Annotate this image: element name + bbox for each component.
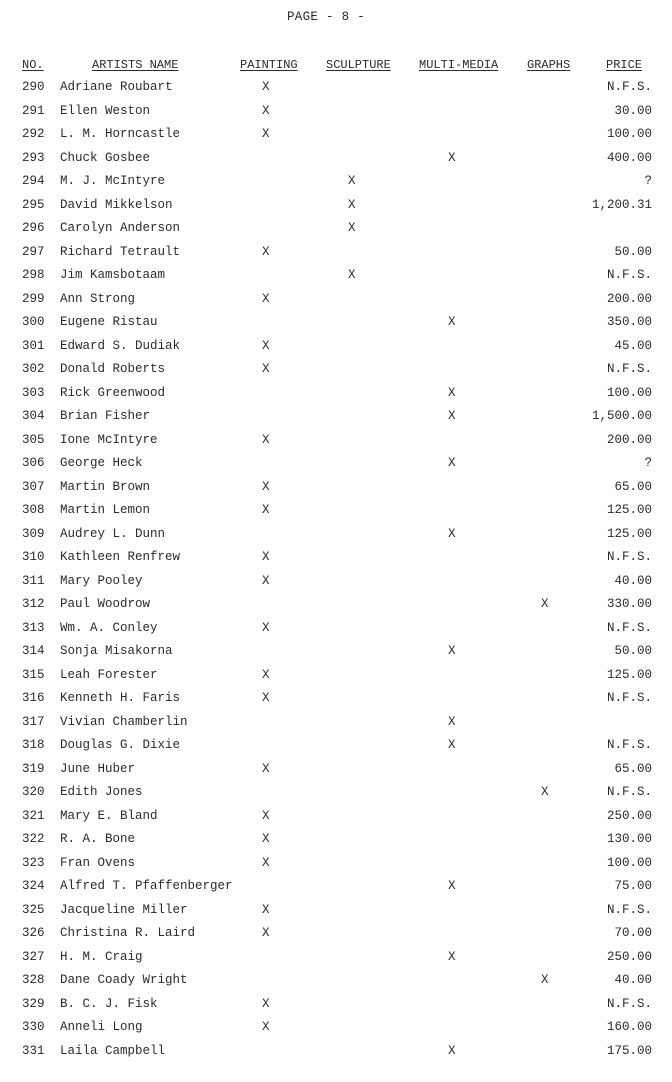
table-row [0, 900, 672, 924]
table-row [0, 453, 672, 477]
price-value: 1,500.00 [591, 409, 652, 423]
table-row [0, 1041, 672, 1065]
artist-name: Wm. A. Conley [60, 620, 158, 635]
multi-media-mark: X [448, 644, 456, 658]
table-row [0, 171, 672, 195]
entry-number: 306 [22, 456, 45, 470]
table-row [0, 806, 672, 830]
price-value: N.F.S. [606, 738, 652, 752]
entry-number: 307 [22, 479, 45, 494]
table-row [0, 406, 672, 430]
sculpture-mark: X [348, 268, 356, 282]
price-value: N.F.S. [606, 996, 652, 1011]
artist-name: Jacqueline Miller [60, 902, 188, 917]
painting-mark: X [262, 503, 270, 517]
table-row [0, 970, 672, 994]
header-painting: PAINTING [240, 58, 298, 72]
entry-number: 323 [22, 855, 45, 870]
price-value: 65.00 [614, 761, 652, 776]
entry-number: 291 [22, 103, 45, 118]
painting-mark: X [262, 667, 270, 682]
table-row [0, 524, 672, 548]
artist-name: David Mikkelson [60, 197, 173, 212]
price-value: 130.00 [606, 832, 652, 846]
price-value: 350.00 [606, 315, 652, 329]
entry-number: 320 [22, 785, 45, 799]
price-value: N.F.S. [606, 550, 652, 564]
artist-name: Eugene Ristau [60, 315, 158, 329]
artist-list [0, 77, 672, 1064]
artist-name: Martin Brown [60, 479, 151, 494]
entry-number: 302 [22, 362, 45, 376]
painting-mark: X [262, 362, 270, 376]
table-row [0, 218, 672, 242]
artist-name: Sonja Misakorna [60, 644, 173, 658]
price-value: 100.00 [606, 855, 652, 870]
price-value: 100.00 [606, 127, 652, 141]
artist-name: R. A. Bone [60, 832, 136, 846]
artist-name: M. J. McIntyre [60, 174, 166, 188]
price-value: 200.00 [606, 432, 652, 447]
artist-name: Laila Campbell [60, 1043, 166, 1058]
artist-name: Leah Forester [60, 667, 158, 682]
table-row [0, 547, 672, 571]
artist-name: Edith Jones [60, 785, 143, 799]
entry-number: 314 [22, 644, 45, 658]
entry-number: 299 [22, 291, 45, 306]
table-row [0, 312, 672, 336]
table-row [0, 383, 672, 407]
artist-name: Kenneth H. Faris [60, 691, 181, 705]
artist-name: Dane Coady Wright [60, 973, 188, 987]
multi-media-mark: X [448, 150, 456, 165]
table-row [0, 195, 672, 219]
price-value: 330.00 [606, 597, 652, 611]
price-value: N.F.S. [606, 785, 652, 799]
artist-name: Carolyn Anderson [60, 221, 181, 235]
artist-name: George Heck [60, 456, 143, 470]
price-value: N.F.S. [606, 80, 652, 94]
painting-mark: X [262, 573, 270, 588]
entry-number: 326 [22, 926, 45, 940]
graphs-mark: X [541, 597, 549, 611]
multi-media-mark: X [448, 526, 456, 541]
artist-name: June Huber [60, 761, 136, 776]
sculpture-mark: X [348, 197, 356, 212]
price-value: 50.00 [614, 644, 652, 658]
price-value: ? [644, 174, 652, 188]
entry-number: 297 [22, 244, 45, 259]
price-value: 100.00 [606, 385, 652, 400]
table-row [0, 148, 672, 172]
entry-number: 317 [22, 714, 45, 729]
table-row [0, 712, 672, 736]
artist-name: Anneli Long [60, 1020, 143, 1034]
table-row [0, 289, 672, 313]
price-value: 40.00 [614, 573, 652, 588]
entry-number: 329 [22, 996, 45, 1011]
header-no: NO. [22, 58, 44, 72]
entry-number: 311 [22, 573, 45, 588]
artist-name: Mary Pooley [60, 573, 143, 588]
entry-number: 322 [22, 832, 45, 846]
painting-mark: X [262, 855, 270, 870]
header-price: PRICE [606, 58, 643, 72]
painting-mark: X [262, 550, 270, 564]
graphs-mark: X [541, 785, 549, 799]
entry-number: 327 [22, 949, 45, 964]
table-row [0, 500, 672, 524]
price-value: 160.00 [606, 1020, 652, 1034]
artist-name: Rick Greenwood [60, 385, 166, 400]
artist-name: Fran Ovens [60, 855, 136, 870]
artist-name: Brian Fisher [60, 409, 151, 423]
entry-number: 290 [22, 80, 45, 94]
entry-number: 309 [22, 526, 45, 541]
table-row [0, 336, 672, 360]
table-row [0, 641, 672, 665]
artist-name: Audrey L. Dunn [60, 526, 166, 541]
multi-media-mark: X [448, 409, 456, 423]
price-value: 45.00 [614, 338, 652, 353]
artist-name: Christina R. Laird [60, 926, 196, 940]
painting-mark: X [262, 127, 270, 141]
multi-media-mark: X [448, 949, 456, 964]
table-row [0, 735, 672, 759]
multi-media-mark: X [448, 456, 456, 470]
price-value: ? [644, 456, 652, 470]
painting-mark: X [262, 338, 270, 353]
painting-mark: X [262, 761, 270, 776]
multi-media-mark: X [448, 879, 456, 893]
entry-number: 316 [22, 691, 45, 705]
table-row [0, 947, 672, 971]
entry-number: 319 [22, 761, 45, 776]
price-value: 75.00 [614, 879, 652, 893]
price-value: N.F.S. [606, 362, 652, 376]
price-value: 125.00 [606, 667, 652, 682]
price-value: 125.00 [606, 503, 652, 517]
entry-number: 313 [22, 620, 45, 635]
price-value: N.F.S. [606, 268, 652, 282]
entry-number: 303 [22, 385, 45, 400]
table-row [0, 688, 672, 712]
price-value: 1,200.31 [591, 197, 652, 212]
painting-mark: X [262, 291, 270, 306]
multi-media-mark: X [448, 738, 456, 752]
painting-mark: X [262, 80, 270, 94]
entry-number: 308 [22, 503, 45, 517]
entry-number: 305 [22, 432, 45, 447]
price-value: N.F.S. [606, 902, 652, 917]
entry-number: 328 [22, 973, 45, 987]
price-value: 400.00 [606, 150, 652, 165]
price-value: 30.00 [614, 103, 652, 118]
artist-name: Martin Lemon [60, 503, 151, 517]
painting-mark: X [262, 996, 270, 1011]
artist-name: Adriane Roubart [60, 80, 173, 94]
artist-name: Richard Tetrault [60, 244, 181, 259]
artist-name: Ione McIntyre [60, 432, 158, 447]
painting-mark: X [262, 620, 270, 635]
price-value: 250.00 [606, 949, 652, 964]
table-row [0, 853, 672, 877]
artist-name: Ann Strong [60, 291, 136, 306]
table-row [0, 994, 672, 1018]
painting-mark: X [262, 432, 270, 447]
price-value: 70.00 [614, 926, 652, 940]
entry-number: 318 [22, 738, 45, 752]
entry-number: 300 [22, 315, 45, 329]
table-row [0, 359, 672, 383]
table-row [0, 265, 672, 289]
entry-number: 315 [22, 667, 45, 682]
multi-media-mark: X [448, 1043, 456, 1058]
artist-name: Chuck Gosbee [60, 150, 151, 165]
header-sculpture: SCULPTURE [326, 58, 391, 72]
painting-mark: X [262, 902, 270, 917]
artist-name: B. C. J. Fisk [60, 996, 158, 1011]
artist-name: H. M. Craig [60, 949, 143, 964]
table-row [0, 477, 672, 501]
table-row [0, 829, 672, 853]
entry-number: 304 [22, 409, 45, 423]
entry-number: 301 [22, 338, 45, 353]
painting-mark: X [262, 1020, 270, 1034]
painting-mark: X [262, 244, 270, 259]
entry-number: 295 [22, 197, 45, 212]
artist-name: Douglas G. Dixie [60, 738, 181, 752]
table-row [0, 77, 672, 101]
price-value: 200.00 [606, 291, 652, 306]
price-value: N.F.S. [606, 620, 652, 635]
entry-number: 294 [22, 174, 45, 188]
column-headers [0, 58, 672, 76]
painting-mark: X [262, 479, 270, 494]
painting-mark: X [262, 808, 270, 823]
entry-number: 330 [22, 1020, 45, 1034]
entry-number: 296 [22, 221, 45, 235]
artist-name: Vivian Chamberlin [60, 714, 188, 729]
painting-mark: X [262, 832, 270, 846]
artist-name: Kathleen Renfrew [60, 550, 181, 564]
table-row [0, 876, 672, 900]
price-value: 65.00 [614, 479, 652, 494]
header-graphs: GRAPHS [527, 58, 571, 72]
entry-number: 312 [22, 597, 45, 611]
multi-media-mark: X [448, 714, 456, 729]
price-value: 40.00 [614, 973, 652, 987]
price-value: 250.00 [606, 808, 652, 823]
entry-number: 325 [22, 902, 45, 917]
entry-number: 324 [22, 879, 45, 893]
table-row [0, 759, 672, 783]
table-row [0, 571, 672, 595]
entry-number: 298 [22, 268, 45, 282]
table-row [0, 594, 672, 618]
table-row [0, 101, 672, 125]
entry-number: 293 [22, 150, 45, 165]
artist-name: Alfred T. Pfaffenberger [60, 879, 233, 893]
table-row [0, 124, 672, 148]
entry-number: 321 [22, 808, 45, 823]
artist-name: Mary E. Bland [60, 808, 158, 823]
sculpture-mark: X [348, 221, 356, 235]
entry-number: 310 [22, 550, 45, 564]
sculpture-mark: X [348, 174, 356, 188]
page-header: PAGE - 8 - [286, 10, 365, 24]
painting-mark: X [262, 926, 270, 940]
artist-name: Donald Roberts [60, 362, 166, 376]
multi-media-mark: X [448, 385, 456, 400]
table-row [0, 923, 672, 947]
table-row [0, 1017, 672, 1041]
price-value: N.F.S. [606, 691, 652, 705]
header-artists-name: ARTISTS NAME [92, 58, 179, 72]
price-value: 175.00 [606, 1043, 652, 1058]
artist-name: L. M. Horncastle [60, 127, 181, 141]
painting-mark: X [262, 103, 270, 118]
entry-number: 331 [22, 1043, 45, 1058]
multi-media-mark: X [448, 315, 456, 329]
table-row [0, 242, 672, 266]
entry-number: 292 [22, 127, 45, 141]
header-multi-media: MULTI-MEDIA [419, 58, 499, 72]
artist-name: Edward S. Dudiak [60, 338, 181, 353]
table-row [0, 618, 672, 642]
graphs-mark: X [541, 973, 549, 987]
artist-name: Paul Woodrow [60, 597, 151, 611]
table-row [0, 430, 672, 454]
table-row [0, 782, 672, 806]
artist-name: Ellen Weston [60, 103, 151, 118]
price-value: 125.00 [606, 526, 652, 541]
painting-mark: X [262, 691, 270, 705]
table-row [0, 665, 672, 689]
artist-name: Jim Kamsbotaam [60, 268, 166, 282]
price-value: 50.00 [614, 244, 652, 259]
